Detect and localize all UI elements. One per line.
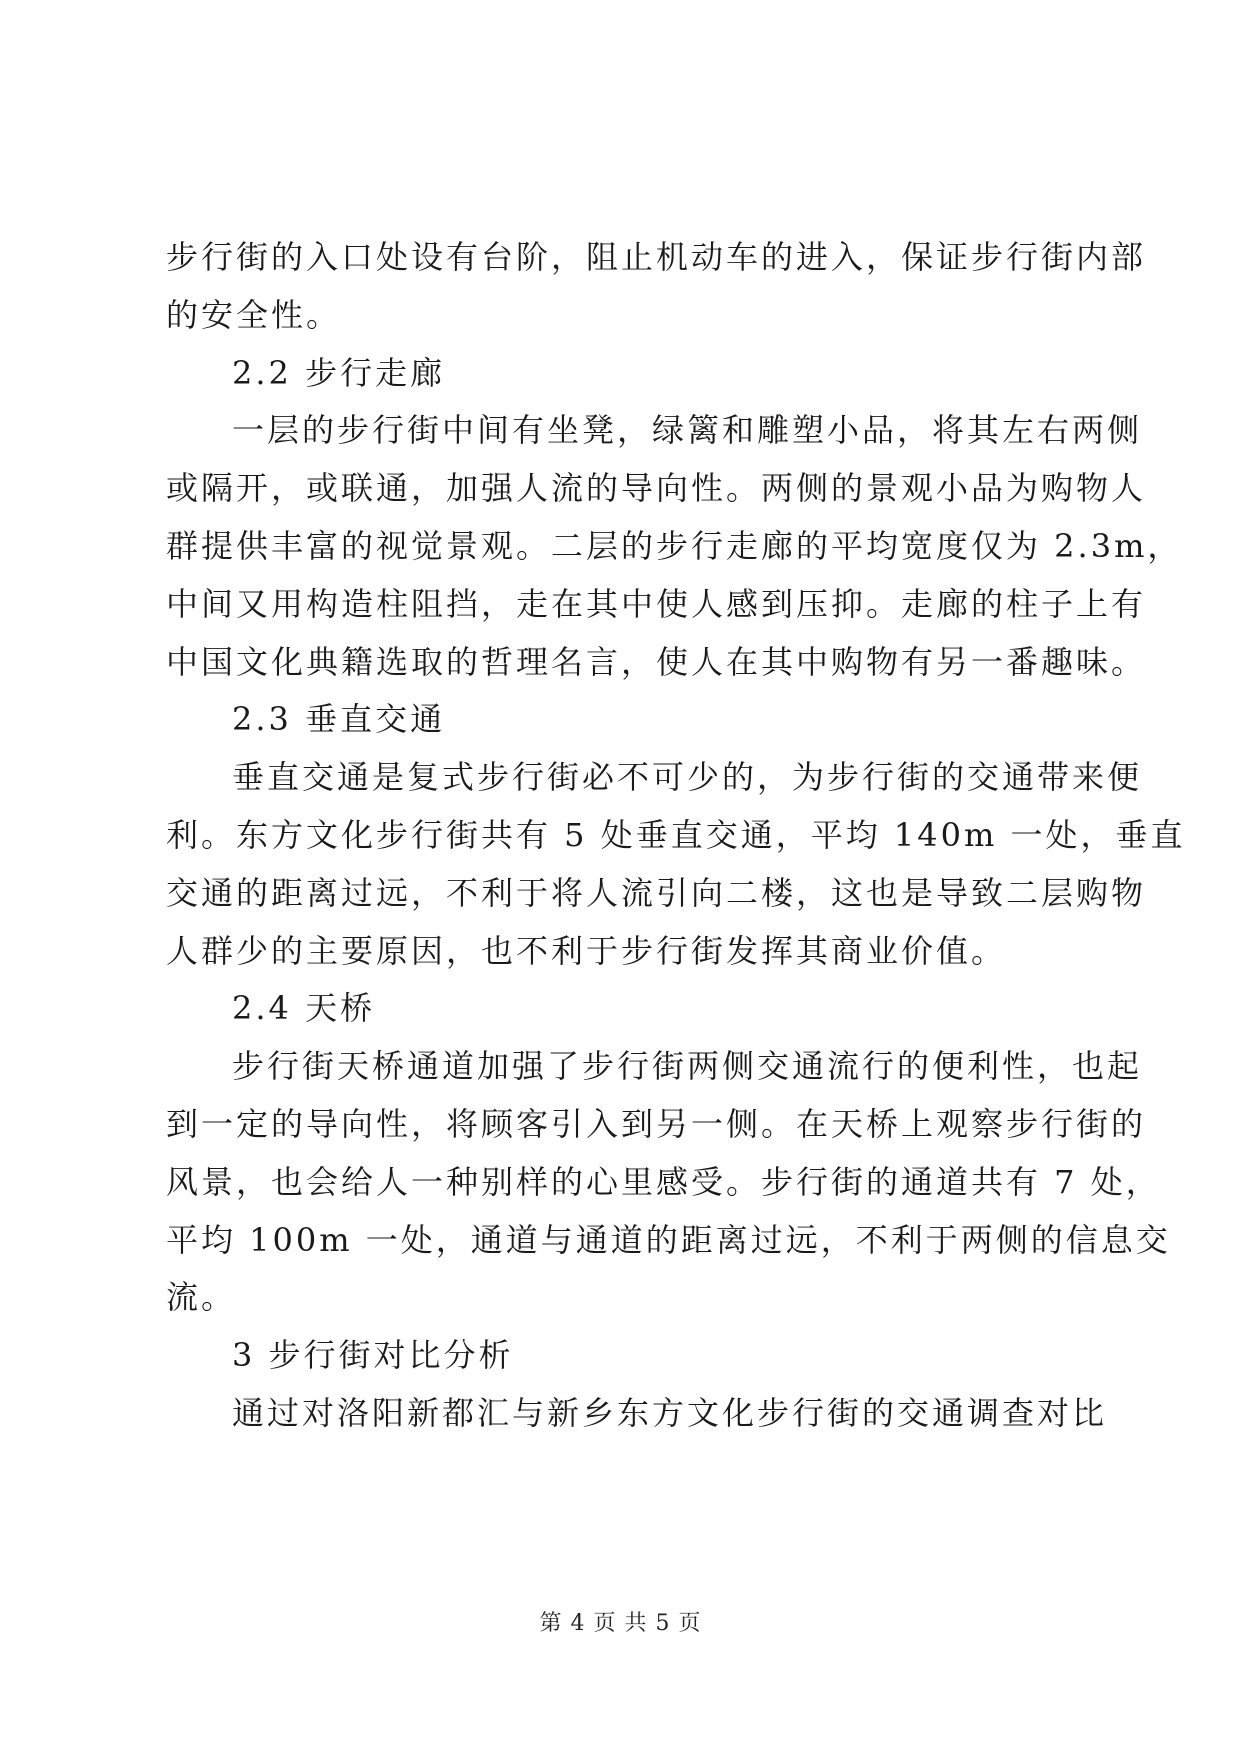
paragraph-line: 步行街的入口处设有台阶，阻止机动车的进入，保证步行街内部 [166, 238, 1147, 276]
paragraph-line: 利。东方文化步行街共有 5 处垂直交通，平均 140m 一处，垂直 [166, 815, 1186, 854]
paragraph-line: 的安全性。 [166, 295, 342, 334]
paragraph-line: 人群少的主要原因，也不利于步行街发挥其商业价值。 [166, 931, 1007, 970]
paragraph-line: 平均 100m 一处，通道与通道的距离过远，不利于两侧的信息交 [166, 1220, 1171, 1259]
paragraph-line: 中国文化典籍选取的哲理名言，使人在其中购物有另一番趣味。 [166, 642, 1147, 681]
paragraph-line: 通过对洛阳新都汇与新乡东方文化步行街的交通调查对比 [232, 1393, 1108, 1432]
body-text [166, 229, 1186, 1443]
paragraph-line: 一层的步行街中间有坐凳，绿篱和雕塑小品，将其左右两侧 [232, 411, 1143, 450]
paragraph-line: 步行街天桥通道加强了步行街两侧交通流行的便利性，也起 [232, 1047, 1143, 1086]
section-heading: 2.4 天桥 [232, 989, 376, 1028]
paragraph-line: 或隔开，或联通，加强人流的导向性。两侧的景观小品为购物人 [166, 469, 1147, 508]
paragraph-line: 交通的距离过远，不利于将人流引向二楼，这也是导致二层购物 [166, 873, 1147, 912]
paragraph-line: 风景，也会给人一种别样的心里感受。步行街的通道共有 7 处， [166, 1162, 1161, 1201]
paragraph-line: 群提供丰富的视觉景观。二层的步行走廊的平均宽度仅为 2.3m， [166, 526, 1183, 565]
paragraph-line: 到一定的导向性，将顾客引入到另一侧。在天桥上观察步行街的 [166, 1104, 1147, 1143]
page-number-footer: 第 4 页 共 5 页 [539, 1611, 702, 1636]
section-heading: 2.3 垂直交通 [232, 700, 446, 739]
section-heading: 3 步行街对比分析 [232, 1336, 514, 1375]
paragraph-line: 垂直交通是复式步行街必不可少的，为步行街的交通带来便 [232, 758, 1143, 797]
paragraph-line: 流。 [166, 1278, 237, 1317]
paragraph-line: 中间又用构造柱阻挡，走在其中使人感到压抑。走廊的柱子上有 [166, 584, 1147, 623]
section-heading: 2.2 步行走廊 [232, 353, 446, 392]
